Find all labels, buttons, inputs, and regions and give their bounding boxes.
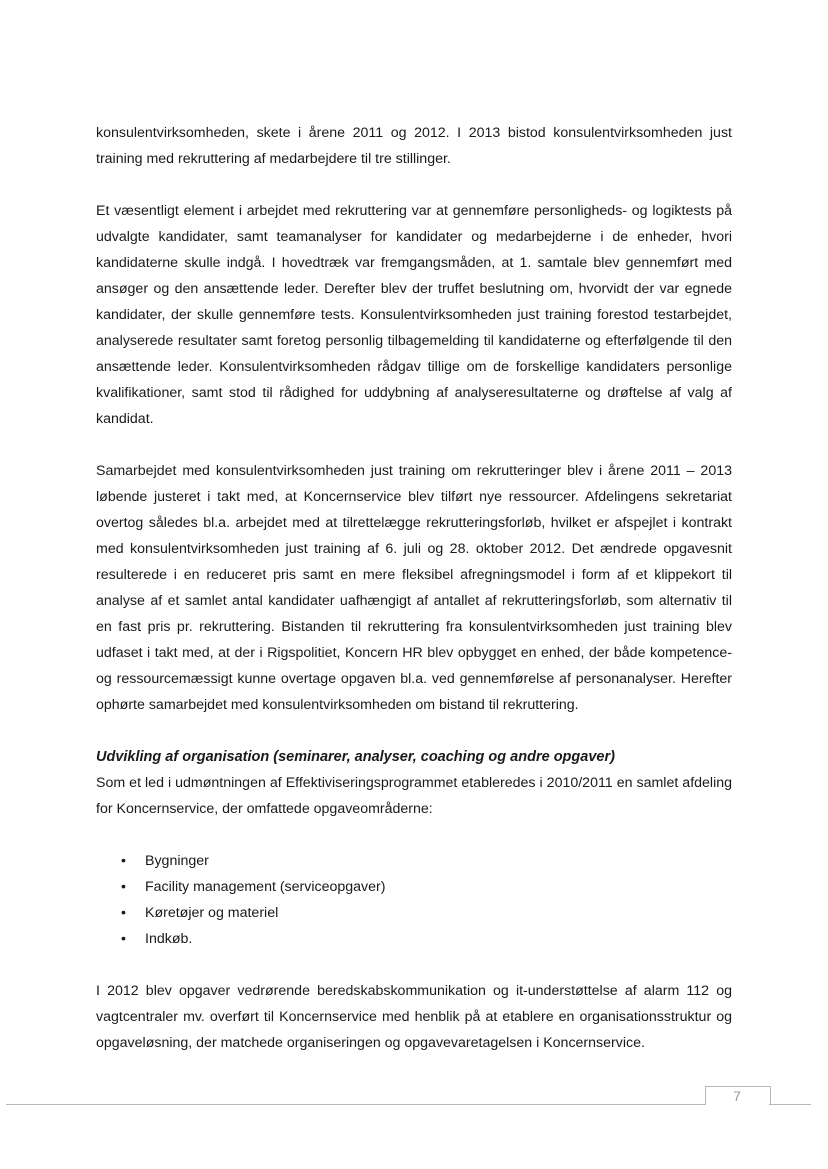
bullet-icon: •: [121, 905, 126, 921]
bullet-list: [96, 848, 732, 952]
bullet-icon: •: [121, 879, 126, 895]
list-item: • Køretøjer og materiel: [121, 900, 732, 926]
paragraph-1: konsulentvirksomheden, skete i årene 2011 og 2012. I 2013 bistod konsulentvirksomheden just training med rekruttering af medarbejdere til tre stillinger.: [96, 125, 732, 167]
closing-paragraph: I 2012 blev opgaver vedrørende beredskabskommunikation og it-understøttelse af alarm 112 og vagtcentraler mv. overført til Koncernservice med henblik på at etablere en organisationsstruktur og opgaveløsning, der matchede organiseringen og opgavevaretagelsen i Koncernservice.: [96, 983, 732, 1051]
section-intro: Som et led i udmøntningen af Effektiviseringsprogrammet etableredes i 2010/2011 en samlet afdeling for Koncernservice, der omfattede opgaveområderne:: [96, 775, 732, 817]
footer-rule-left: [6, 1104, 705, 1105]
list-item: • Indkøb.: [121, 926, 732, 952]
section-heading: Udvikling af organisation (seminarer, analyser, coaching og andre opgaver): [96, 749, 615, 765]
body-text: [96, 120, 732, 1056]
bullet-icon: •: [121, 853, 126, 869]
paragraph-3: Samarbejdet med konsulentvirksomheden just training om rekrutteringer blev i årene 2011 – 2013 løbende justeret i takt med, at Koncernservice blev tilført nye ressourcer. Afdelingens sekretariat overtog således bl.a. arbejdet med at tilrettelægge rekrutteringsforløb, hvilket er afspejlet i kontrakt med konsulentvirksomheden just training af 6. juli og 28. oktober 2012. Det ændrede opgavesnit resulterede i en reduceret pris samt en mere fleksibel afregningsmodel i form af et klippekort til analyse af et samlet antal kandidater uafhængigt af antallet af rekrutteringsforløb, som alternativ til en fast pris pr. rekruttering. Bistanden til rekruttering fra konsulentvirksomheden just training blev udfaset i takt med, at der i Rigspolitiet, Koncern HR blev opbygget en enhed, der både kompetence- og ressourcemæssigt kunne overtage opgaven bl.a. ved gennemførelse af personanalyser. Herefter ophørte samarbejdet med konsulentvirksomheden om bistand til rekruttering.: [96, 463, 732, 713]
page-number: 7: [733, 1088, 741, 1104]
list-item: • Facility management (serviceopgaver): [121, 874, 732, 900]
bullet-icon: •: [121, 931, 126, 947]
footer-rule-right: [769, 1104, 811, 1105]
list-item: • Bygninger: [121, 848, 732, 874]
paragraph-2: Et væsentligt element i arbejdet med rekruttering var at gennemføre personligheds- og logiktests på udvalgte kandidater, samt teamanalyser for kandidater og medarbejderne i de enheder, hvori kandidaterne skulle indgå. I hovedtræk var fremgangsmåden, at 1. samtale blev gennemført med ansøger og den ansættende leder. Derefter blev der truffet beslutning om, hvorvidt der var egnede kandidater, der skulle gennemføre tests. Konsulentvirksomheden just training forestod testarbejdet, analyserede resultater samt foretog personlig tilbagemelding til kandidaterne og efterfølgende til den ansættende leder. Konsulentvirksomheden rådgav tillige om de forskellige kandidaters personlige kvalifikationer, samt stod til rådighed for uddybning af analyseresultaterne og drøftelse af valg af kandidat.: [96, 203, 732, 427]
